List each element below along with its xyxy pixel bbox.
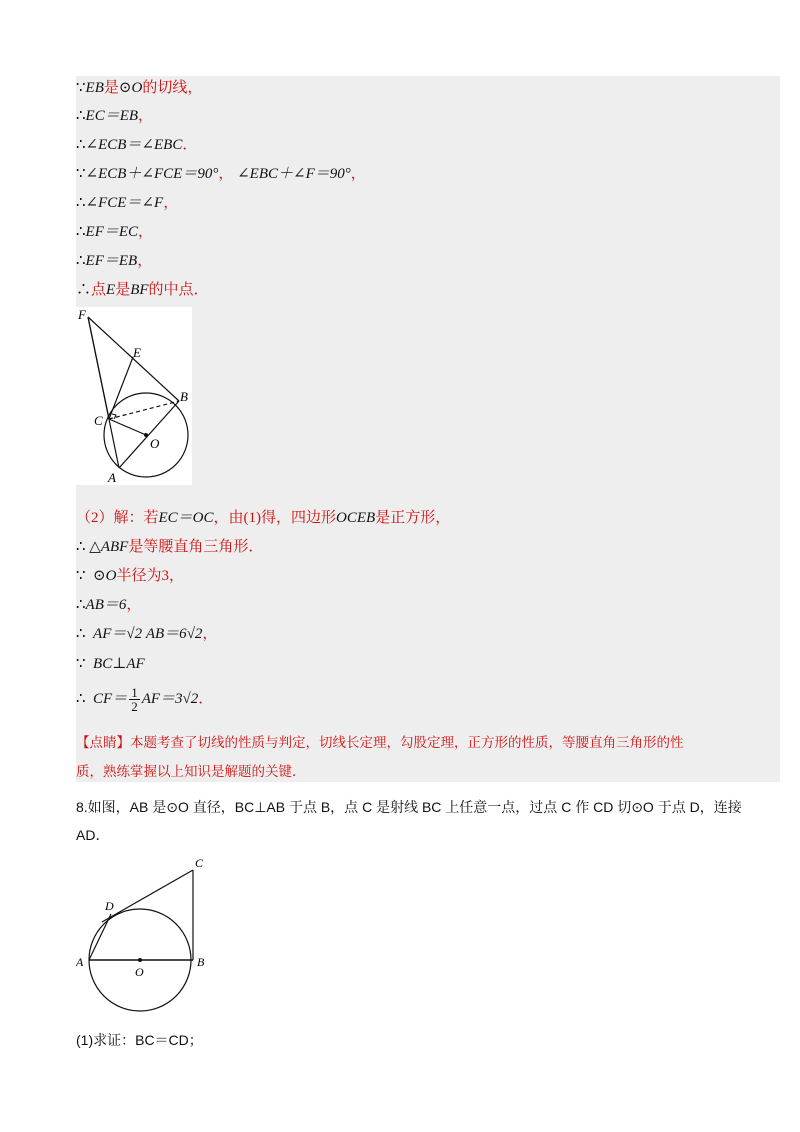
label-C: C (94, 413, 103, 428)
solution-line-14: ∵ BC⊥AF (76, 656, 145, 672)
label-A: A (76, 955, 84, 969)
solution-line-7: ∴EF＝EB， (76, 253, 153, 269)
fraction-one-half: $\frac{1}{2}$ (131, 685, 138, 715)
comment-line-1: 【点睛】本题考查了切线的性质与判定，切线长定理，勾股定理，正方形的性质，等腰直角三角形的性 (76, 735, 684, 751)
solution-line-11: ∵ ⊙O半径为3， (76, 568, 184, 584)
label-E: E (133, 345, 141, 360)
solution-line-3: ∴∠ECB＝∠EBC． (76, 137, 198, 153)
geometry-diagram-1 (76, 307, 192, 485)
solution-line-8: ∴点E是BF的中点． (76, 282, 209, 298)
label-C: C (195, 856, 204, 870)
solution-line-13: ∴ AF＝√2 AB＝6√2， (76, 626, 218, 642)
label-A: A (108, 470, 116, 485)
solution-line-12: ∴AB＝6， (76, 597, 142, 613)
label-D: D (105, 899, 114, 913)
figure-tangent-circle-1 (76, 307, 192, 485)
solution-line-10: ∴ △ABF是等腰直角三角形． (76, 539, 264, 555)
question-line-2: AD． (76, 827, 110, 843)
solution-line-2: ∴EC＝EB， (76, 108, 154, 124)
label-B: B (197, 955, 205, 969)
label-O: O (135, 965, 144, 979)
label-B: B (180, 389, 188, 404)
figure-tangent-circle-2 (76, 852, 214, 1017)
question-line-1: 8.如图，AB 是⊙O 直径，BC⊥AB 于点 B，点 C 是射线 BC 上任意一点，过点 C 作 CD 切⊙O 于点 D，连接 (76, 799, 742, 815)
solution-line-1: ∵EB是⊙O的切线， (76, 80, 203, 96)
question-part-1: (1)求证：BC＝CD； (76, 1032, 203, 1048)
label-O: O (150, 436, 160, 451)
label-F: F (78, 307, 86, 322)
solution-line-4: ∵∠ECB＋∠FCE＝90°， ∠EBC＋∠F＝90°， (76, 166, 366, 182)
geometry-diagram-2 (76, 852, 214, 1017)
solution-line-9: （2）解：若EC＝OC，由(1)得，四边形OCEB是正方形， (76, 510, 451, 526)
solution-line-15: ∴ CF＝ $\frac{1}{2}$ AF＝3√2． (76, 685, 214, 715)
comment-line-2: 质，熟练掌握以上知识是解题的关键． (76, 764, 306, 780)
solution-line-5: ∴∠FCE＝∠F， (76, 195, 179, 211)
solution-line-6: ∴EF＝EC， (76, 224, 154, 240)
